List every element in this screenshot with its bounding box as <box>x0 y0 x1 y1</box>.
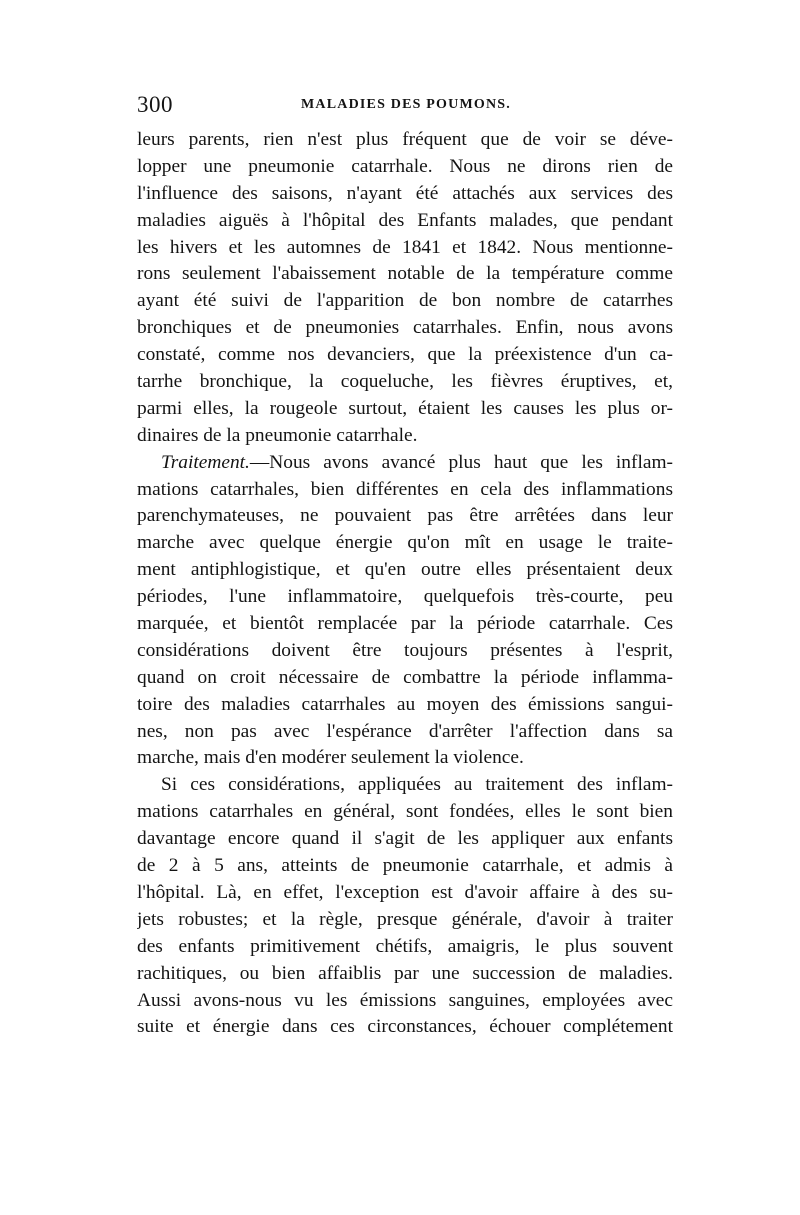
text-line: ment antiphlogistique, et qu'en outre elles présentaient deux <box>137 559 673 581</box>
text-line: quand on croit nécessaire de combattre la période inflamma- <box>137 666 673 688</box>
text-line: l'influence des saisons, n'ayant été attachés aux services des <box>137 182 673 204</box>
text-line: marche avec quelque énergie qu'on mît en usage le traite- <box>137 532 673 554</box>
text-line: leurs parents, rien n'est plus fréquent que de voir se déve- <box>137 129 673 150</box>
text-line: considérations doivent être toujours présentes à l'esprit, <box>137 639 673 661</box>
text-line: ayant été suivi de l'apparition de bon nombre de catarrhes <box>137 290 673 312</box>
text-line: de 2 à 5 ans, atteints de pneumonie catarrhale, et admis à <box>137 855 673 877</box>
text-line: marquée, et bientôt remplacée par la période catarrhale. Ces <box>137 613 673 635</box>
text-line: constaté, comme nos devanciers, que la préexistence d'un ca- <box>137 344 673 366</box>
text-line: rons seulement l'abaissement notable de la température comme <box>137 263 673 285</box>
text-line: Aussi avons-nous vu les émissions sanguines, employées avec <box>137 989 673 1011</box>
text-line: mations catarrhales en général, sont fondées, elles le sont bien <box>137 801 673 823</box>
page-number: 300 <box>137 92 173 117</box>
text-line: mations catarrhales, bien différentes en cela des inflammations <box>137 478 673 500</box>
text-line: parmi elles, la rougeole surtout, étaient les causes les plus or- <box>137 397 673 419</box>
running-head: MALADIES DES POUMONS. <box>301 97 511 112</box>
text-line: bronchiques et de pneumonies catarrhales. Enfin, nous avons <box>137 317 673 339</box>
text-line: l'hôpital. Là, en effet, l'exception est d'avoir affaire à des su- <box>137 881 673 903</box>
text-line: périodes, l'une inflammatoire, quelquefois très-courte, peu <box>137 586 673 608</box>
text-line: suite et énergie dans ces circonstances, échouer complétement <box>137 1016 673 1038</box>
section-heading-traitement: Traitement. <box>161 451 250 473</box>
text-line: maladies aiguës à l'hôpital des Enfants malades, que pendant <box>137 209 673 231</box>
text-line: des enfants primitivement chétifs, amaigris, le plus souvent <box>137 935 673 957</box>
text-line: toire des maladies catarrhales au moyen des émissions sangui- <box>137 693 673 715</box>
text-line: tarrhe bronchique, la coqueluche, les fièvres éruptives, et, <box>137 371 673 393</box>
text-line: lopper une pneumonie catarrhale. Nous ne dirons rien de <box>137 155 673 177</box>
text-line: rachitiques, ou bien affaiblis par une succession de maladies. <box>137 962 673 984</box>
text-line: davantage encore quand il s'agit de les appliquer aux enfants <box>137 828 673 850</box>
text-line: —Nous avons avancé plus haut que les inflam- <box>249 451 673 473</box>
text-line: Si ces considérations, appliquées au traitement des inflam- <box>161 774 673 796</box>
paragraph-traitement <box>137 450 673 477</box>
text-line: dinaires de la pneumonie catarrhale. <box>137 424 418 446</box>
text-line: nes, non pas avec l'espérance d'arrêter l'affection dans sa <box>137 720 673 742</box>
page-header <box>137 92 673 122</box>
text-line: marche, mais d'en modérer seulement la violence. <box>137 747 524 769</box>
body-text <box>137 127 673 1041</box>
text-line: les hivers et les automnes de 1841 et 1842. Nous mentionne- <box>137 236 673 258</box>
text-line: parenchymateuses, ne pouvaient pas être arrêtées dans leur <box>137 505 673 527</box>
text-line: jets robustes; et la règle, presque générale, d'avoir à traiter <box>137 908 673 930</box>
